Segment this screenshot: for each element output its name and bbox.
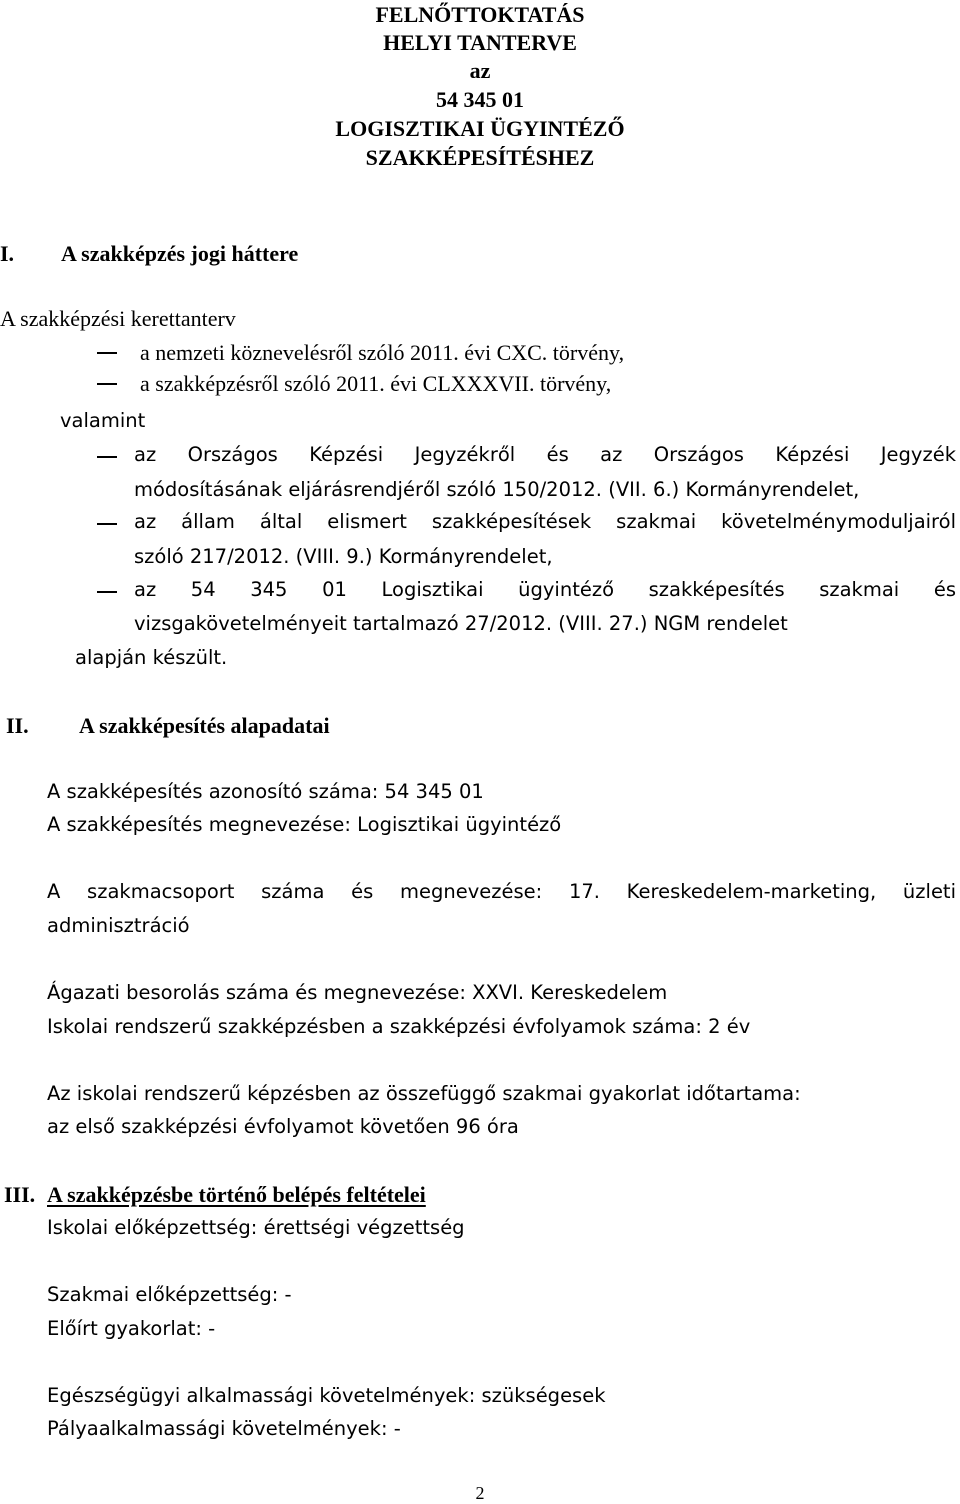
practice-duration-line-1: Az iskolai rendszerű képzésben az összefüggő szakmai gyakorlat időtartama: — [47, 1082, 801, 1105]
dash-bullet — [97, 456, 117, 458]
valamint-text: valamint — [60, 409, 146, 432]
legal-item-5-line-2: vizsgakövetelményeit tartalmazó 27/2012. (VIII. 27.) NGM rendelet — [134, 612, 788, 635]
header-line-3: az — [469, 58, 491, 83]
section-3-title: A szakképzésbe történő belépés feltételei — [47, 1182, 426, 1207]
dash-bullet — [97, 591, 117, 593]
header-line-2: HELYI TANTERVE — [383, 30, 577, 55]
header-line-1: FELNŐTTOKTATÁS — [375, 2, 585, 27]
health-requirements: Egészségügyi alkalmassági követelmények: szükségesek — [47, 1384, 606, 1407]
dash-bullet — [97, 383, 117, 385]
legal-item-4-line-2: szóló 217/2012. (VIII. 9.) Kormányrendelet, — [134, 545, 553, 568]
qualification-id: A szakképesítés azonosító száma: 54 345 01 — [47, 780, 484, 803]
section-1-number: I. — [0, 241, 15, 266]
sector-classification: Ágazati besorolás száma és megnevezése: XXVI. Kereskedelem — [47, 981, 668, 1004]
practice-duration-line-2: az első szakképzési évfolyamot követően 96 óra — [47, 1115, 519, 1138]
legal-item-4-line-1: az állam által elismert szakképesítések szakmai követelménymoduljairól — [134, 510, 956, 533]
section-2-title: A szakképesítés alapadatai — [79, 713, 330, 738]
legal-item-3-line-1: az Országos Képzési Jegyzékről és az Országos Képzési Jegyzék — [134, 443, 956, 466]
legal-item-5-line-1: az 54 345 01 Logisztikai ügyintéző szakképesítés szakmai és — [134, 578, 956, 601]
dash-bullet — [97, 523, 117, 525]
profession-group-line-1: A szakmacsoport száma és megnevezése: 17. Kereskedelem-marketing, üzleti — [47, 880, 956, 903]
required-practice: Előírt gyakorlat: - — [47, 1317, 216, 1340]
qualification-name: A szakképesítés megnevezése: Logisztikai ügyintéző — [47, 813, 562, 836]
legal-item-1: a nemzeti köznevelésről szóló 2011. évi CXC. törvény, — [140, 340, 625, 365]
school-prerequisite: Iskolai előképzettség: érettségi végzettség — [47, 1216, 465, 1239]
training-years: Iskolai rendszerű szakképzésben a szakképzési évfolyamok száma: 2 év — [47, 1015, 751, 1038]
header-line-6: SZAKKÉPESÍTÉSHEZ — [365, 145, 595, 170]
header-line-4: 54 345 01 — [436, 87, 524, 112]
section-1-intro: A szakképzési kerettanterv — [0, 306, 236, 331]
section-1-title: A szakképzés jogi háttere — [61, 241, 299, 266]
header-line-5: LOGISZTIKAI ÜGYINTÉZŐ — [335, 116, 625, 141]
page-number: 2 — [475, 1483, 485, 1503]
section-2-number: II. — [6, 713, 29, 738]
section-3-number: III. — [4, 1182, 36, 1207]
legal-basis-closing: alapján készült. — [75, 646, 228, 669]
professional-prerequisite: Szakmai előképzettség: - — [47, 1283, 292, 1306]
profession-group-line-2: adminisztráció — [47, 914, 190, 937]
legal-item-3-line-2: módosításának eljárásrendjéről szóló 150/2012. (VII. 6.) Kormányrendelet, — [134, 478, 860, 501]
legal-item-2: a szakképzésről szóló 2011. évi CLXXXVII. törvény, — [140, 371, 612, 396]
dash-bullet — [97, 352, 117, 354]
career-requirements: Pályaalkalmassági követelmények: - — [47, 1417, 401, 1440]
